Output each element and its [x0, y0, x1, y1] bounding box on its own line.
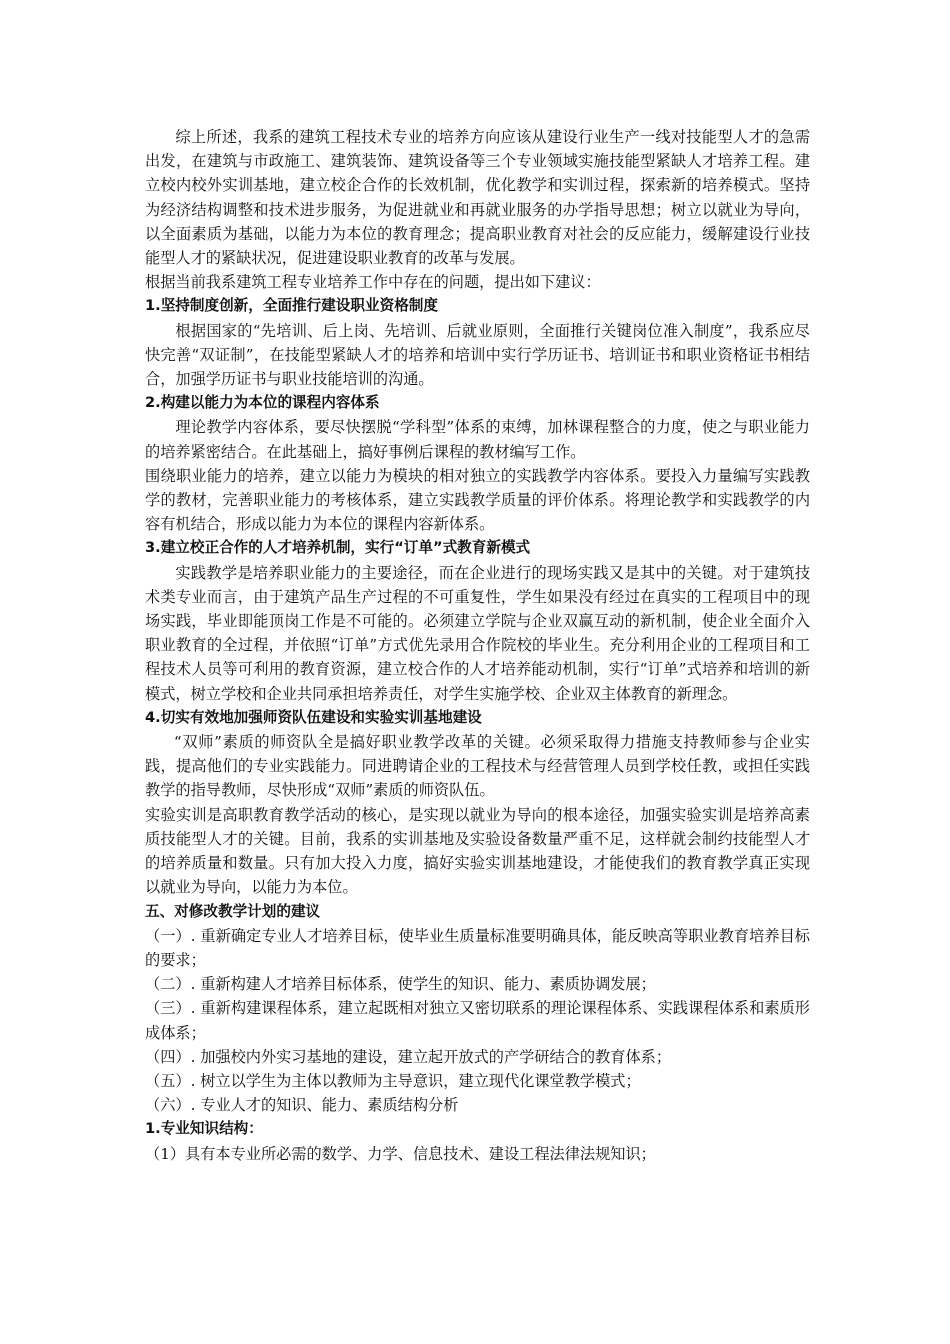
paragraph-summary: 综上所述，我系的建筑工程技术专业的培养方向应该从建设行业生产一线对技能型人才的急需出发，在建筑与市政施工、建筑装饰、建筑设备等三个专业领域实施技能型紧缺人才培养工程。建立校内校外实训基地，建立校企合作的长效机制，优化教学和实训过程，探索新的培养模式。坚持为经济结构调整和技术进步服务，为促进就业和再就业服务的办学指导思想；树立以就业为导向，以全面素质为基础，以能力为本位的教育理念；提高职业教育对社会的反应能力，缓解建设行业技能型人才的紧缺状况，促进建设职业教育的改革与发展。 — [145, 128, 810, 268]
knowledge-item-1: （1）具有本专业所必需的数学、力学、信息技术、建设工程法律法规知识； — [145, 1144, 656, 1163]
document-body — [145, 125, 810, 1166]
list-item-4: （四）. 加强校内外实习基地的建设，建立起开放式的产学研结合的教育体系； — [145, 1047, 672, 1066]
paragraph-intro-suggestions: 根据当前我系建筑工程专业培养工作中存在的问题，提出如下建议： — [145, 273, 601, 292]
paragraph-1: 根据国家的“先培训、后上岗、先培训、后就业原则，全面推行关键岗位准入制度”，我系应尽快完善“双证制”，在技能型紧缺人才的培养和培训中实行学历证书、培训证书和职业资格证书相结合，加强学历证书与职业技能培训的沟通。 — [145, 321, 810, 389]
paragraph-3: 实践教学是培养职业能力的主要途径，而在企业进行的现场实践又是其中的关键。对于建筑技术类专业而言，由于建筑产品生产过程的不可重复性，学生如果没有经过在真实的工程项目中的现场实践，毕业即能顶岗工作是不可能的。必须建立学院与企业双赢互动的新机制，使企业全面介入职业教育的全过程，并依照“订单”方式优先录用合作院校的毕业生。充分利用企业的工程项目和工程技术人员等可利用的教育资源，建立校合作的人才培养能动机制，实行“订单”式培养和培训的新模式，树立学校和企业共同承担培养责任，对学生实施学校、企业双主体教育的新理念。 — [145, 563, 810, 703]
paragraph-4a: “双师”素质的师资队全是搞好职业教学改革的关键。必须采取得力措施支持教师参与企业实践，提高他们的专业实践能力。同进聘请企业的工程技术与经营管理人员到学校任教，或担任实践教学的指导教师，尽快形成“双师”素质的师资队伍。 — [145, 733, 810, 800]
paragraph-4b: 实验实训是高职教育教学活动的核心，是实现以就业为导向的根本途径，加强实验实训是培养高素质技能型人才的关键。目前，我系的实训基地及实验设备数量严重不足，这样就会制约技能型人才的培养质量和数量。只有加大投入力度，搞好实验实训基地建设，才能使我们的教育教学真正实现以就业为导向，以能力为本位。 — [145, 805, 810, 897]
paragraph-2a: 理论教学内容体系，要尽快摆脱“学科型”体系的束缚，加林课程整合的力度，使之与职业能力的培养紧密结合。在此基础上，搞好事例后课程的教材编写工作。 — [145, 418, 810, 461]
heading-knowledge-structure: 1.专业知识结构： — [145, 1120, 263, 1138]
heading-2: 2.构建以能力为本位的课程内容体系 — [145, 394, 380, 412]
list-item-6: （六）. 专业人才的知识、能力、素质结构分析 — [145, 1096, 459, 1115]
list-item-5: （五）. 树立以学生为主体以教师为主导意识，建立现代化课堂教学模式； — [145, 1071, 641, 1090]
heading-1: 1.坚持制度创新，全面推行建设职业资格制度 — [145, 297, 438, 315]
heading-4: 4.切实有效地加强师资队伍建设和实验实训基地建设 — [145, 708, 482, 726]
heading-3: 3.建立校正合作的人才培养机制，实行“订单”式教育新模式 — [145, 539, 531, 557]
paragraph-2b: 围绕职业能力的培养，建立以能力为模块的相对独立的实践教学内容体系。要投入力量编写实践教学的教材，完善职业能力的考核体系，建立实践教学质量的评价体系。将理论教学和实践教学的内容有机结合，形成以能力为本位的课程内容新体系。 — [145, 466, 810, 534]
list-item-2: （二）. 重新构建人才培养目标体系，使学生的知识、能力、素质协调发展； — [145, 975, 656, 994]
heading-section-5: 五、对修改教学计划的建议 — [145, 902, 321, 920]
list-item-3: （三）. 重新构建课程体系，建立起既相对独立又密切联系的理论课程体系、实践课程体系和素质形成体系； — [145, 999, 810, 1042]
list-item-1: （一）. 重新确定专业人才培养目标，使毕业生质量标准要明确具体，能反映高等职业教育培养目标的要求； — [145, 926, 810, 969]
